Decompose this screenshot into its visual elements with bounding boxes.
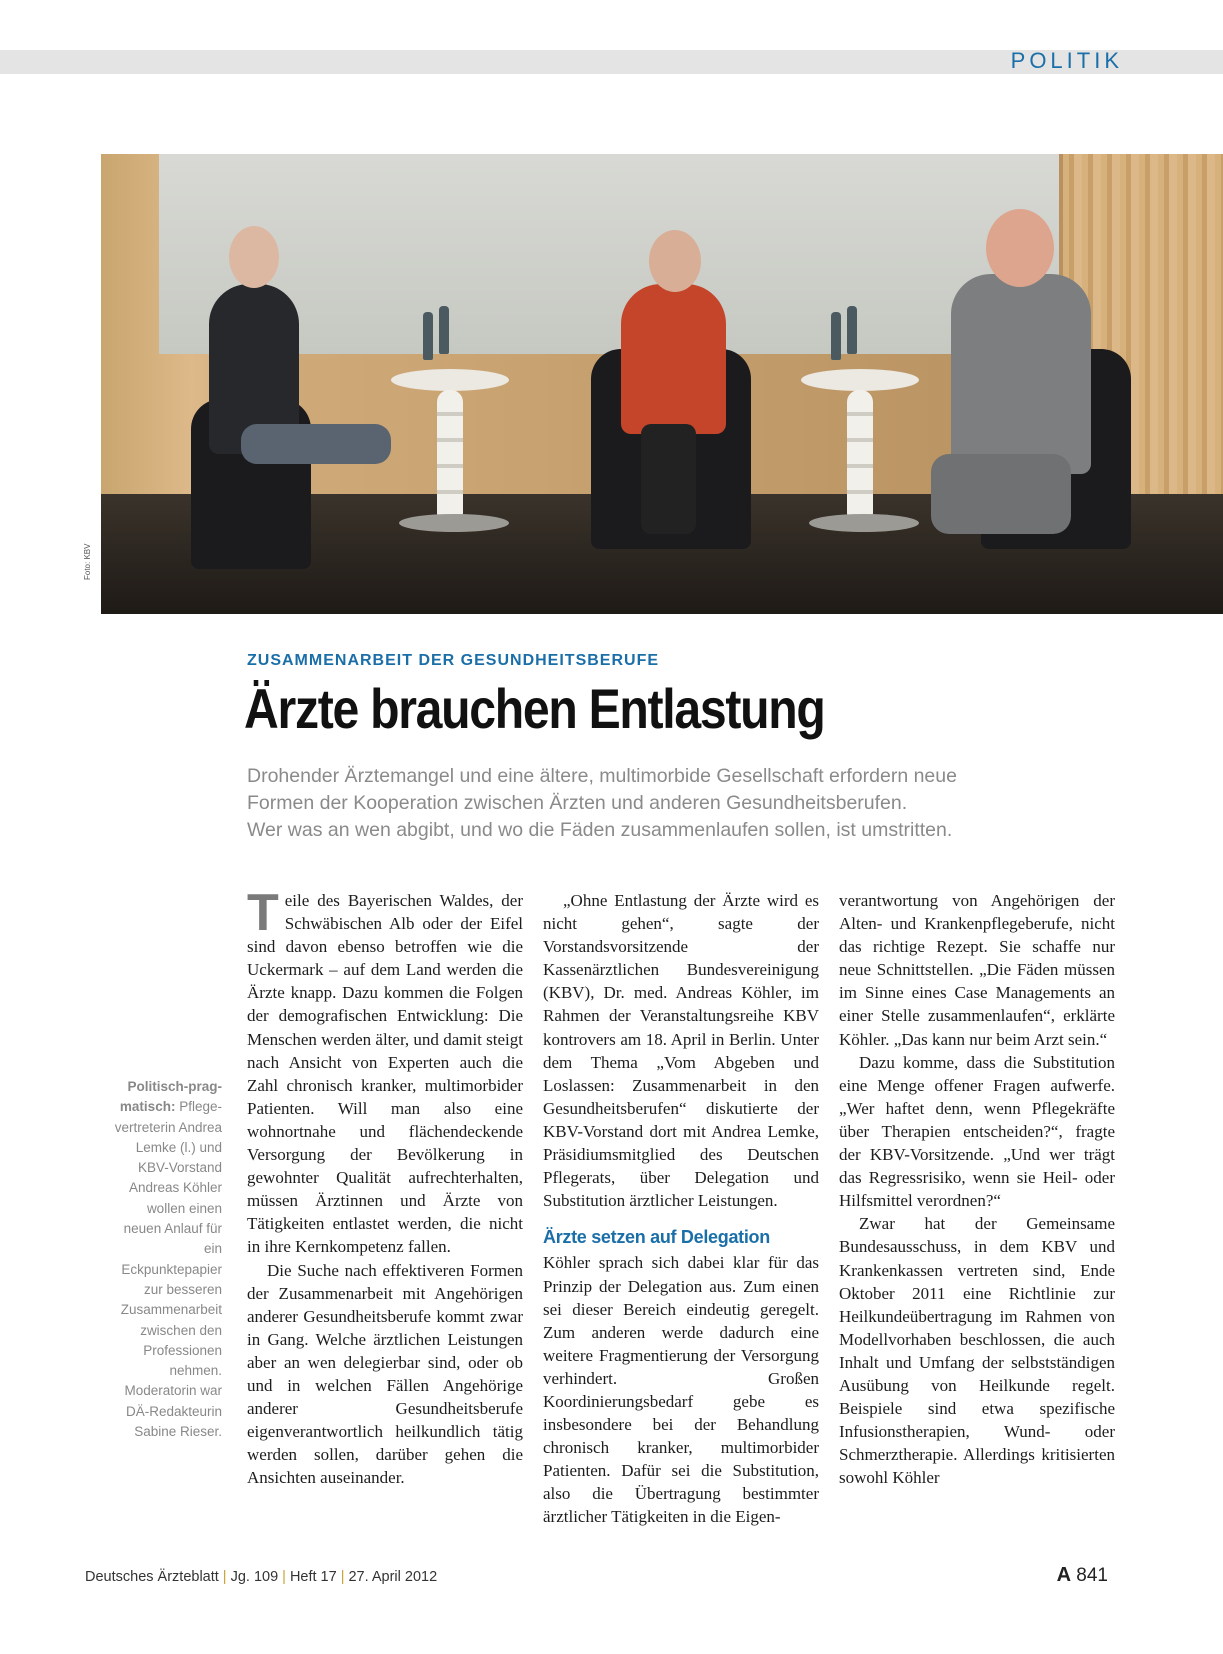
person-left-head <box>229 226 279 288</box>
page-footer <box>85 1569 437 1585</box>
dropcap: T <box>247 884 279 942</box>
body-paragraph: eile des Bayerischen Waldes, der Schwäbischen Alb oder der Eifel sind davon ebenso betroffen wie die Uckermark – auf dem Land werden die Ärzte knapp. Dazu kommen die Folgen der demografischen Entwicklung: Die Menschen werden älter, und damit steigt nach Ansicht von Experten auch die Zahl chronisch kranker, multimorbider Patienten. Will man also eine wohnortnahe und flächendeckende Versorgung der Bevölkerung in gewohnter Qualität aufrechterhalten, müssen Ärztinnen und Ärzte von Tätigkeiten entlastet werden, die nicht in ihre Kernkompetenz fallen. <box>247 891 523 1257</box>
body-paragraph: Dazu komme, dass die Substitution eine Menge offener Fragen aufwerfe. „Wer haftet denn, wenn Pflegekräfte über Therapien entscheiden?“, fragte der KBV-Vorsitzende. „Und wer trägt das Regressrisiko, wenn sie Heil- oder Hilfsmittel verordnen?“ <box>839 1052 1115 1211</box>
body-paragraph: Zwar hat der Gemeinsame Bundesausschuss, in dem KBV und Krankenkassen vertreten sind, Ende Oktober 2011 eine Richtlinie zur Heilkundeübertragung im Rahmen von Modellvorhaben beschlossen, die auch Inhalt und Umfang der selbstständigen Ausübung von Heilkunde regelt. Beispiele sind etwa spezifische Infusionstherapien, Wund- oder Schmerztherapie. Allerdings kritisierten sowohl Köhler <box>839 1214 1115 1488</box>
article-lead <box>247 763 1117 844</box>
article-headline: Ärzte brauchen Entlastung <box>244 677 825 740</box>
body-paragraph: verantwortung von Angehörigen der Alten- und Krankenpflegeberufe, nicht das richtige Rezept. Sie schaffe nur neue Schnittstellen. „Die Fäden müssen im Sinne eines Case Managements an einer Stelle zusammenlaufen“, erklärte Köhler. „Das kann nur beim Arzt sein.“ <box>839 891 1115 1049</box>
photo-credit: Foto: KBV <box>83 543 92 580</box>
person-left-legs <box>241 424 391 464</box>
person-middle <box>621 284 726 434</box>
article-photo <box>101 154 1223 614</box>
body-paragraph: „Ohne Entlastung der Ärzte wird es nicht gehen“, sagte der Vorstandsvorsitzende der Kassenärztlichen Bundesvereinigung (KBV), Dr. med. Andreas Köhler, im Rahmen der Veranstaltungsreihe KBV kontrovers am 18. April in Berlin. Unter dem Thema „Vom Abgeben und Loslassen: Zusammenarbeit in den Gesundheitsberufen“ diskutierte der KBV-Vorstand dort mit Andrea Lemke, Präsidiumsmitglied des Deutschen Pflegerats, über Delegation und Substitution ärztlicher Leistungen. <box>543 891 819 1211</box>
table-right <box>801 369 919 391</box>
page-prefix: A <box>1056 1564 1072 1586</box>
caption-text: Pflege-vertreterin Andrea Lemke (l.) und KBV-Vorstand Andreas Köhler wollen einen neuen Anlauf für ein Eckpunktepapier zur besseren Zusammenarbeit zwischen den Professionen nehmen. Moderatorin war DÄ-Redakteurin Sabine Rieser. <box>114 1099 222 1440</box>
body-paragraph: Köhler sprach sich dabei klar für das Prinzip der Delegation aus. Zum einen sei dieser Bereich eindeutig geregelt. Zum anderen werde dadurch eine weitere Fragmentierung der Versorgung verhindert. Großen Koordinierungsbedarf gebe es insbesondere bei der Behandlung chronisch kranker, multimorbider Patienten. Dafür sei die Substitution, also die Übertragung bestimmter ärztlicher Tätigkeiten in die Eigen- <box>543 1253 819 1527</box>
body-column-3 <box>839 889 1115 1489</box>
footer-separator: | <box>340 1569 345 1585</box>
body-paragraph: Die Suche nach effektiveren Formen der Zusammenarbeit mit Angehörigen anderer Gesundheitsberufe kommt zwar in Gang. Welche ärztlichen Leistungen aber an wen delegierbar sind, oder ob und in welchen Fällen Angehörige anderer Gesundheitsberufe eigenverantwortlich heilkundlich tätig werden sollen, darüber gehen die Ansichten auseinander. <box>247 1260 523 1488</box>
lead-line: Drohender Ärztemangel und eine ältere, multimorbide Gesellschaft erfordern neue <box>247 765 957 787</box>
section-label: POLITIK <box>1010 48 1123 73</box>
table-left <box>391 369 509 391</box>
footer-separator: | <box>222 1569 227 1585</box>
footer-separator: | <box>282 1569 286 1585</box>
journal-name: Deutsches Ärzteblatt <box>85 1569 219 1585</box>
article-subhead: Ärzte setzen auf Delegation <box>543 1227 770 1248</box>
body-column-2 <box>543 889 819 1529</box>
journal-date: 27. April 2012 <box>348 1569 438 1585</box>
person-right-head <box>986 209 1054 287</box>
journal-volume: Jg. 109 <box>230 1569 279 1585</box>
caption-bold: Politisch-prag-matisch: <box>119 1079 222 1115</box>
journal-issue: Heft 17 <box>289 1569 337 1585</box>
lead-line: Formen der Kooperation zwischen Ärzten und anderen Gesundheitsberufen. <box>247 792 908 814</box>
article-kicker: ZUSAMMENARBEIT DER GESUNDHEITSBERUFE <box>247 652 660 669</box>
page-number <box>1057 1564 1108 1587</box>
person-middle-legs <box>641 424 696 534</box>
person-right-legs <box>931 454 1071 534</box>
photo-caption <box>110 1077 222 1442</box>
body-column-1 <box>247 884 523 1489</box>
page-number-value: 841 <box>1076 1565 1108 1586</box>
lead-line: Wer was an wen abgibt, und wo die Fäden zusammenlaufen sollen, ist umstritten. <box>247 819 953 841</box>
person-right <box>951 274 1091 474</box>
person-middle-head <box>649 230 701 292</box>
